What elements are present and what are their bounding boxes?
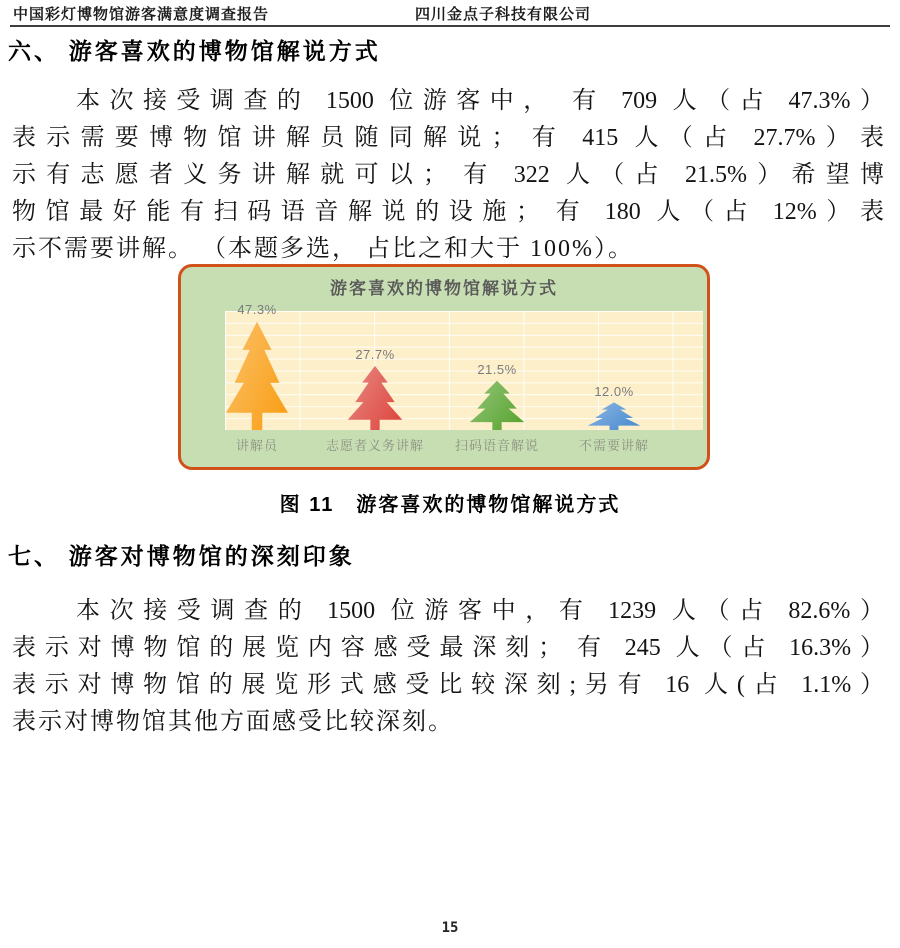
header-divider: [10, 25, 890, 27]
page-number: 15: [441, 920, 459, 936]
tree-shape: [588, 402, 641, 430]
header-report-title: 中国彩灯博物馆游客满意度调查报告: [13, 6, 270, 23]
paragraph-line: 物馆最好能有扫码语音解说的设施； 有 180 人（占 12%）表: [12, 199, 884, 225]
section7-heading: 七、 游客对博物馆的深刻印象: [8, 544, 355, 569]
value-label: 27.7%: [355, 347, 395, 362]
value-label: 21.5%: [477, 362, 517, 377]
tree-bar-3: [468, 380, 526, 430]
tree-shape: [348, 366, 403, 430]
tree-shape: [226, 322, 288, 430]
paragraph-line: 示不需要讲解。 （本题多选， 占比之和大于 100%）。: [12, 236, 634, 262]
header-company-name: 四川金点子科技有限公司: [415, 6, 592, 23]
category-label: 讲解员: [235, 438, 278, 453]
paragraph-line: 示有志愿者义务讲解就可以； 有 322 人（占 21.5%）希望博: [12, 162, 884, 188]
category-label: 扫码语音解说: [454, 438, 539, 453]
figure-caption: 图 11 游客喜欢的博物馆解说方式: [279, 494, 621, 516]
chart-title: 游客喜欢的博物馆解说方式: [330, 279, 558, 298]
tree-bar-2: [346, 365, 404, 430]
category-label: 不需要讲解: [578, 438, 649, 453]
tree-bar-1: [224, 320, 290, 430]
explanation-methods-chart: [178, 264, 710, 470]
section6-heading: 六、 游客喜欢的博物馆解说方式: [8, 39, 381, 64]
value-label: 12.0%: [594, 384, 634, 399]
tree-bar-4: [586, 402, 642, 430]
tree-shape: [470, 381, 525, 430]
paragraph-line: 表示对博物馆其他方面感受比较深刻。: [12, 709, 454, 735]
paragraph-line: 表示对博物馆的展览形式感受比较深刻;另有 16 人(占 1.1%）: [12, 672, 884, 698]
paragraph-line: 表示需要博物馆讲解员随同解说； 有 415 人（占 27.7%）表: [12, 125, 884, 151]
paragraph-line: 本次接受调查的 1500 位游客中，有 1239 人（占 82.6%）: [76, 598, 884, 624]
value-label: 47.3%: [237, 302, 277, 317]
paragraph-line: 本次接受调查的 1500 位游客中， 有 709 人（占 47.3%）: [76, 88, 884, 114]
paragraph-line: 表示对博物馆的展览内容感受最深刻； 有 245 人（占 16.3%）: [12, 635, 884, 661]
category-label: 志愿者义务讲解: [325, 438, 424, 453]
